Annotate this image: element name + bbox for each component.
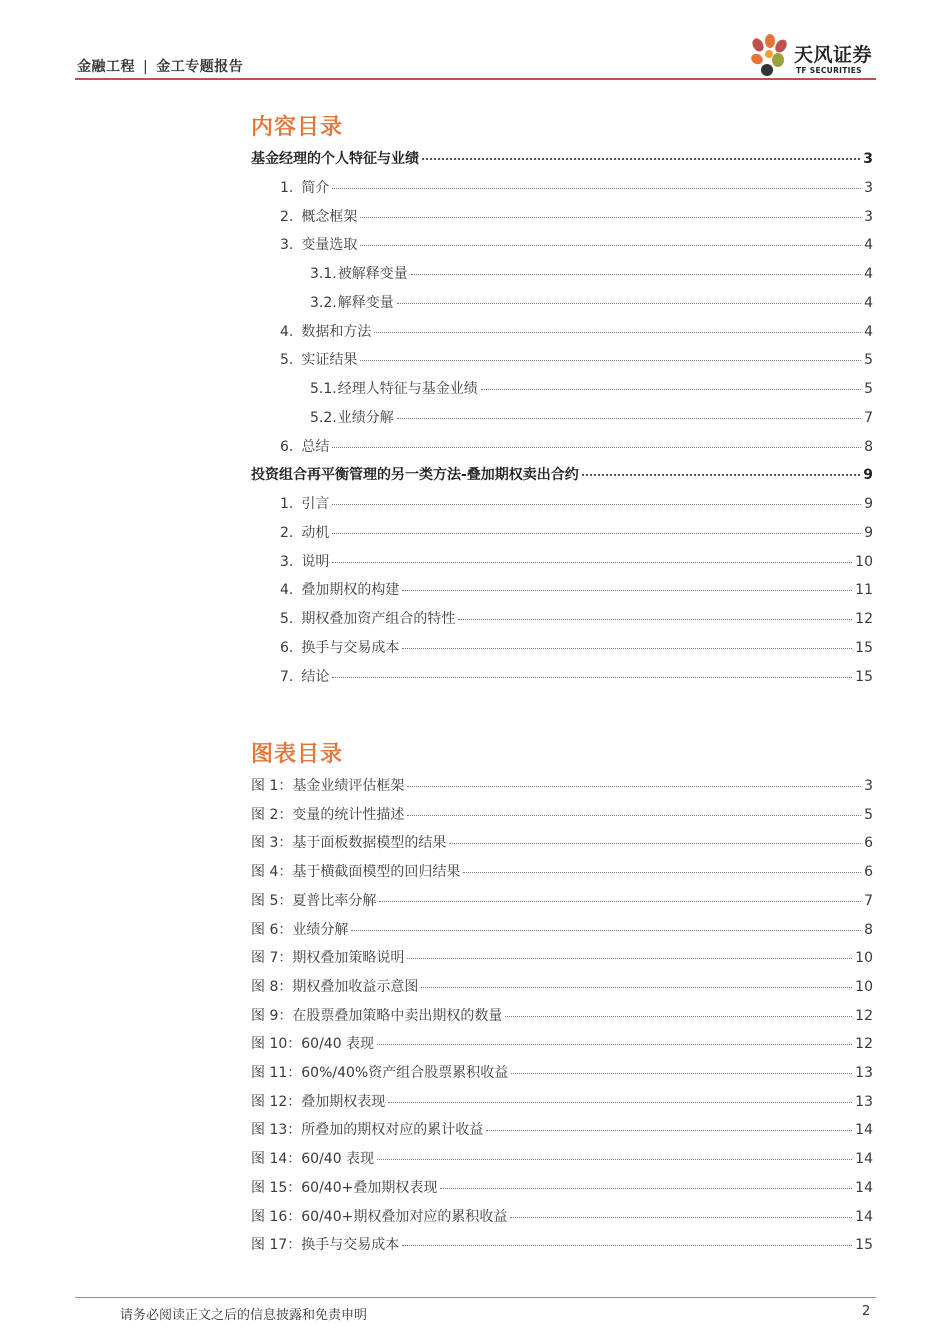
toc-entry[interactable] (310, 378, 873, 398)
figure-entry-page: 5 (864, 806, 873, 823)
toc-entry-page: 12 (855, 611, 873, 627)
figure-entry-page: 14 (855, 1151, 873, 1168)
toc-entry[interactable] (310, 292, 873, 312)
toc-entry[interactable] (280, 177, 873, 197)
figure-entry[interactable] (251, 1062, 873, 1082)
figure-entry-leader (407, 786, 861, 787)
toc-entry-leader (360, 360, 861, 361)
toc-entry[interactable] (280, 666, 873, 686)
toc-entry[interactable] (251, 464, 873, 484)
header-separator: | (143, 59, 149, 75)
toc-entry-number: 4. (280, 323, 294, 340)
toc-entry-text: 叠加期权的构建 (301, 582, 400, 599)
figure-entry-label (251, 947, 404, 967)
toc-entry-page: 3 (864, 179, 873, 196)
toc-entry-label (280, 206, 357, 226)
toc-entry[interactable] (280, 551, 873, 571)
toc-entry[interactable] (280, 321, 873, 341)
header-report-type: 金工专题报告 (156, 59, 244, 75)
toc-entry-text: 总结 (301, 438, 330, 455)
figure-entry-label (251, 1148, 374, 1168)
toc-entry-page: 10 (855, 553, 873, 570)
figure-entry-page: 10 (855, 950, 873, 967)
toc-entry-number: 3.1. (310, 266, 337, 282)
toc-entry-label (310, 378, 478, 398)
toc-entry-number: 5.1. (310, 381, 337, 397)
figure-entry[interactable] (251, 1177, 873, 1197)
toc-entry-leader (397, 418, 861, 419)
flower-logo-icon (748, 32, 794, 80)
toc-entry-page: 5 (864, 352, 873, 369)
page-number: 2 (862, 1304, 871, 1319)
figure-entry-label (251, 976, 418, 996)
figure-entry-leader (421, 987, 852, 988)
figure-entry-page: 15 (855, 1237, 873, 1254)
figure-entry-leader (377, 1044, 852, 1045)
figure-entry-page: 13 (855, 1093, 873, 1110)
toc-entry-label (251, 148, 419, 168)
toc-entry-text: 解释变量 (337, 294, 394, 311)
toc-entry-label (280, 637, 399, 657)
toc-entry-label (280, 666, 329, 686)
toc-entry-leader (397, 303, 861, 304)
toc-entry-number: 5. (280, 611, 294, 627)
figures-title: 图表目录 (251, 742, 344, 767)
figure-entry-text: 图 14：60/40 表现 (251, 1151, 375, 1168)
toc-entry-number: 1. (280, 496, 294, 512)
toc-entry-leader (411, 274, 861, 275)
figure-entry-text: 图 17：换手与交易成本 (251, 1237, 400, 1254)
figure-entry[interactable] (251, 947, 873, 967)
toc-entry-text: 动机 (301, 524, 330, 541)
toc-entry[interactable] (251, 148, 873, 168)
figure-entry-text: 图 16：60/40+期权叠加对应的累积收益 (251, 1208, 508, 1225)
figure-entry[interactable] (251, 1119, 873, 1139)
figure-entry-label (251, 1005, 502, 1025)
toc-entry-text: 引言 (301, 496, 330, 512)
figure-entry[interactable] (251, 1005, 873, 1025)
figure-entry[interactable] (251, 1091, 873, 1111)
toc-entry-text: 结论 (301, 668, 330, 685)
header (77, 56, 243, 76)
toc-entry-page: 15 (855, 639, 873, 656)
figure-entry[interactable] (251, 1206, 873, 1226)
figure-entry-text: 图 8：期权叠加收益示意图 (251, 978, 419, 995)
figure-entry-label (251, 890, 376, 910)
toc-entry-text: 业绩分解 (337, 409, 394, 426)
figure-entry[interactable] (251, 1033, 873, 1053)
toc-entry-label (310, 263, 408, 283)
company-logo (748, 32, 878, 80)
figure-entry-text: 图 6：业绩分解 (251, 921, 349, 938)
toc-entry-label (310, 407, 394, 427)
figure-entry-text: 图 9：在股票叠加策略中卖出期权的数量 (251, 1007, 503, 1024)
figure-entry-page: 14 (855, 1208, 873, 1225)
figure-entry-page: 14 (855, 1122, 873, 1139)
toc-entry-page: 5 (864, 381, 873, 397)
toc-entry-text: 概念框架 (301, 208, 358, 225)
toc-entry-text: 数据和方法 (301, 323, 372, 340)
toc-entry-text: 基金经理的个人特征与业绩 (251, 151, 419, 167)
toc-entry-number: 6. (280, 639, 294, 656)
toc-entry[interactable] (280, 206, 873, 226)
figure-entry-label (251, 1234, 399, 1254)
figure-entry-leader (402, 1245, 852, 1246)
toc-entry-page: 3 (864, 208, 873, 225)
toc-entry-number: 3. (280, 237, 294, 254)
toc-entry-label (280, 493, 329, 513)
figure-entry-text: 图 4：基于横截面模型的回归结果 (251, 864, 461, 881)
toc-entry-page: 15 (855, 668, 873, 685)
toc-entry-leader (360, 217, 861, 218)
figure-entry-page: 12 (855, 1036, 873, 1053)
figure-entry[interactable] (251, 832, 873, 852)
toc-entry[interactable] (310, 263, 873, 283)
footer-disclaimer: 请务必阅读正文之后的信息披露和免责申明 (120, 1308, 368, 1323)
figure-entry-label (251, 832, 446, 852)
figure-entry-leader (449, 843, 861, 844)
toc-entry-number: 4. (280, 582, 294, 599)
figure-entry-label (251, 1091, 385, 1111)
toc-entry-text: 被解释变量 (337, 266, 408, 282)
figure-entry-label (251, 804, 404, 824)
toc-entry-page: 4 (864, 266, 873, 282)
toc-entry-number: 2. (280, 208, 294, 225)
figure-entry[interactable] (251, 890, 873, 910)
toc-entry-page: 9 (864, 496, 873, 512)
figure-entry-page: 7 (864, 892, 873, 909)
figure-entry-page: 12 (855, 1007, 873, 1024)
figure-entry-leader (379, 901, 861, 902)
figure-entry[interactable] (251, 861, 873, 881)
toc-entry-text: 变量选取 (301, 237, 358, 254)
footer-divider (75, 1297, 876, 1298)
figure-entry-page: 8 (864, 921, 873, 938)
figure-entry-leader (407, 815, 861, 816)
toc-entry-page: 9 (863, 467, 873, 484)
toc-entry-leader (402, 648, 852, 649)
header-section: 金融工程 (77, 59, 135, 75)
figure-entry-leader (440, 1188, 852, 1189)
toc-entry-label (280, 608, 455, 628)
toc-entry-number: 2. (280, 524, 294, 541)
toc-entry-page: 11 (855, 582, 873, 599)
figure-entry-label (251, 775, 404, 795)
figure-entry-leader (377, 1159, 852, 1160)
toc-entry-label (251, 464, 579, 484)
toc-entry-number: 7. (280, 668, 294, 685)
toc-entry[interactable] (280, 436, 873, 456)
toc-entry-label (310, 292, 394, 312)
toc-entry[interactable] (280, 522, 873, 542)
figure-entry-leader (388, 1102, 852, 1103)
figure-entry[interactable] (251, 804, 873, 824)
toc-entry[interactable] (280, 349, 873, 369)
figure-entry-leader (351, 930, 861, 931)
toc-entry-label (280, 177, 329, 197)
toc-entry-label (280, 349, 357, 369)
figure-entry[interactable] (251, 919, 873, 939)
figure-entry[interactable] (251, 976, 873, 996)
figure-entry-leader (486, 1130, 852, 1131)
figure-entry[interactable] (251, 775, 873, 795)
figure-entry-page: 10 (855, 978, 873, 995)
toc-entry[interactable] (310, 407, 873, 427)
toc-entry-leader (481, 389, 861, 390)
figure-entry-label (251, 1177, 437, 1197)
toc-entry-leader (422, 158, 860, 160)
toc-entry-page: 4 (864, 294, 873, 311)
toc-entry-leader (332, 188, 861, 189)
figure-entry-label (251, 1062, 508, 1082)
figure-entry-text: 图 5：夏普比率分解 (251, 892, 377, 909)
toc-entry-page: 7 (864, 409, 873, 426)
figure-entry-text: 图 10：60/40 表现 (251, 1036, 375, 1053)
toc-entry-leader (332, 677, 852, 678)
toc-entry-label (280, 579, 399, 599)
figure-entry-page: 6 (864, 864, 873, 881)
toc-entry[interactable] (280, 493, 873, 513)
toc-entry-leader (360, 245, 861, 246)
figure-entry-text: 图 11：60%/40%资产组合股票累积收益 (251, 1065, 509, 1081)
toc-entry-page: 4 (864, 237, 873, 254)
toc-entry-text: 实证结果 (301, 352, 358, 369)
toc-entry-number: 5.2. (310, 409, 337, 426)
figure-entry-leader (463, 872, 861, 873)
toc-entry-leader (582, 474, 860, 476)
toc-entry-label (280, 522, 329, 542)
logo-name-en: TF SECURITIES (796, 66, 862, 75)
toc-entry-label (280, 551, 329, 571)
figure-entry-text: 图 1：基金业绩评估框架 (251, 778, 405, 794)
toc-entry-text: 简介 (301, 179, 330, 196)
figure-entry-label (251, 861, 460, 881)
toc-entry-page: 4 (864, 323, 873, 340)
figure-entry-label (251, 1033, 374, 1053)
toc-entry[interactable] (280, 608, 873, 628)
figure-entry-text: 图 15：60/40+叠加期权表现 (251, 1179, 438, 1196)
toc-entry[interactable] (280, 234, 873, 254)
figure-entry[interactable] (251, 1148, 873, 1168)
figure-entry-page: 13 (855, 1065, 873, 1081)
figure-entry-text: 图 13：所叠加的期权对应的累计收益 (251, 1122, 484, 1139)
toc-entry-text: 经理人特征与基金业绩 (337, 381, 478, 397)
figure-entry-leader (510, 1217, 852, 1218)
figure-entry-label (251, 1206, 507, 1226)
toc-entry-leader (332, 533, 861, 534)
toc-entry-label (280, 234, 357, 254)
toc-entry-page: 9 (864, 524, 873, 541)
toc-entry-text: 投资组合再平衡管理的另一类方法-叠加期权卖出合约 (251, 467, 579, 484)
toc-entry-text: 换手与交易成本 (301, 639, 400, 656)
toc-entry-text: 说明 (301, 553, 330, 570)
figure-entry-leader (511, 1073, 852, 1074)
figure-entry-text: 图 3：基于面板数据模型的结果 (251, 835, 447, 852)
toc-entry-label (280, 436, 329, 456)
toc-title: 内容目录 (251, 115, 344, 140)
toc-entry-number: 5. (280, 352, 294, 369)
toc-entry-number: 6. (280, 438, 294, 455)
toc-entry-text: 期权叠加资产组合的特性 (301, 611, 456, 627)
toc-entry-leader (332, 447, 861, 448)
toc-entry-leader (332, 562, 852, 563)
toc-entry-page: 3 (863, 151, 873, 167)
toc-entry-leader (402, 590, 852, 591)
toc-entry-leader (458, 619, 852, 620)
toc-entry-number: 3.2. (310, 294, 337, 311)
figure-entry[interactable] (251, 1234, 873, 1254)
toc-entry[interactable] (280, 637, 873, 657)
figure-entry-label (251, 919, 348, 939)
toc-entry-leader (332, 504, 861, 505)
figure-entry-leader (407, 958, 852, 959)
toc-entry-leader (374, 332, 861, 333)
toc-entry-label (280, 321, 371, 341)
figure-entry-page: 6 (864, 835, 873, 852)
figure-entry-leader (505, 1016, 852, 1017)
figure-entry-label (251, 1119, 483, 1139)
figure-entry-page: 14 (855, 1179, 873, 1196)
toc-entry-number: 3. (280, 553, 294, 570)
toc-entry-number: 1. (280, 179, 294, 196)
figure-entry-text: 图 12：叠加期权表现 (251, 1093, 386, 1110)
logo-name-cn: 天风证券 (794, 44, 873, 66)
toc-entry-page: 8 (864, 438, 873, 455)
toc-entry[interactable] (280, 579, 873, 599)
figure-entry-text: 图 2：变量的统计性描述 (251, 806, 405, 823)
figure-entry-page: 3 (864, 778, 873, 794)
figure-entry-text: 图 7：期权叠加策略说明 (251, 950, 405, 967)
